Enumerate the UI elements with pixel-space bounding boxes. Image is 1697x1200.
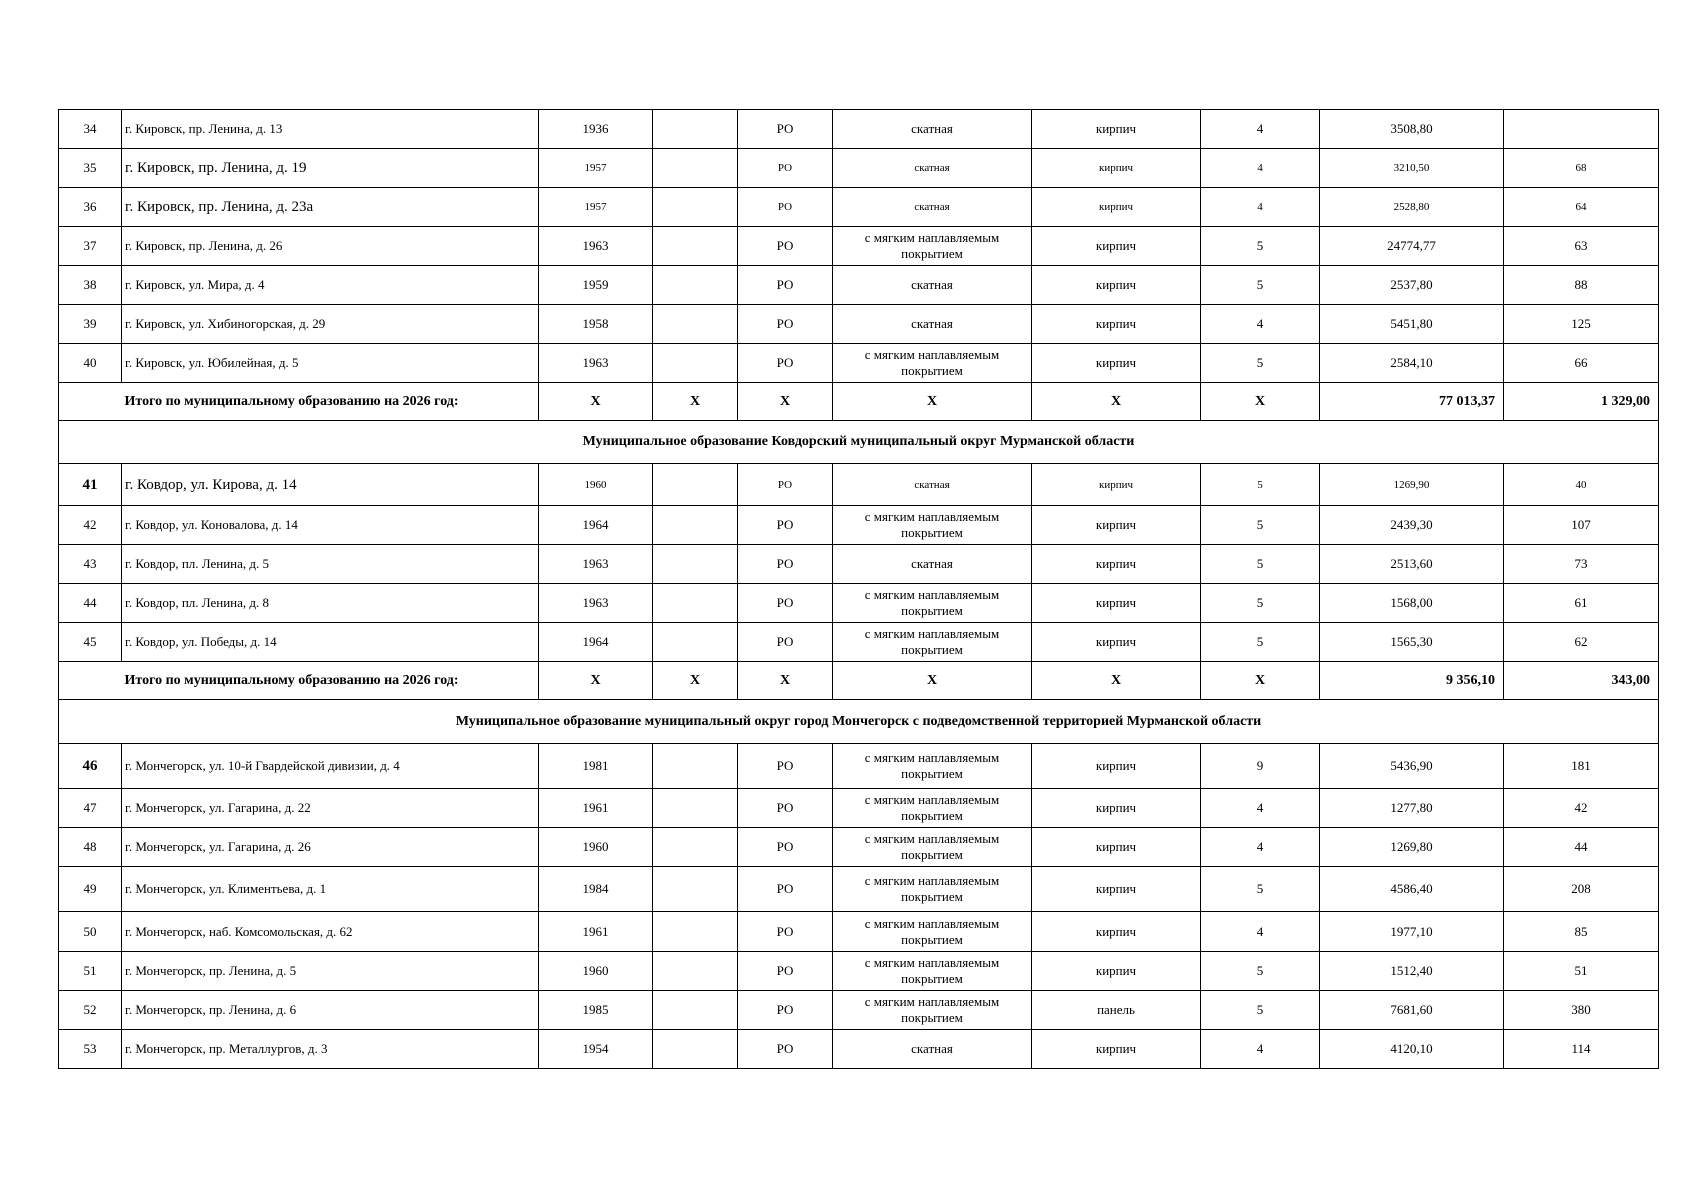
floors-cell: 5 [1201,227,1320,266]
roof-cell: с мягким наплавляемым покрытием [833,867,1032,912]
roof-cell: с мягким наплавляемым покрытием [833,344,1032,383]
year-cell: 1960 [539,952,653,991]
row-number: 40 [59,344,122,383]
roof-cell: скатная [833,266,1032,305]
table-row [59,623,1659,662]
year-cell: 1961 [539,789,653,828]
area-cell: 1277,80 [1320,789,1504,828]
total-count: 1 329,00 [1504,383,1659,421]
total-x-mark: Х [833,383,1032,421]
blank-cell [653,828,738,867]
material-cell: кирпич [1032,227,1201,266]
area-cell: 1568,00 [1320,584,1504,623]
floors-cell: 5 [1201,867,1320,912]
year-cell: 1963 [539,545,653,584]
row-number: 43 [59,545,122,584]
floors-cell: 4 [1201,789,1320,828]
table-row [59,828,1659,867]
total-x-mark: Х [653,662,738,700]
roof-cell: скатная [833,110,1032,149]
row-number: 48 [59,828,122,867]
material-cell: кирпич [1032,1030,1201,1069]
blank-cell [653,464,738,506]
count-cell: 380 [1504,991,1659,1030]
area-cell: 4120,10 [1320,1030,1504,1069]
total-x-mark: Х [738,662,833,700]
material-cell: кирпич [1032,789,1201,828]
address-cell: г. Ковдор, ул. Кирова, д. 14 [122,464,539,506]
total-row [59,383,1659,421]
total-area: 9 356,10 [1320,662,1504,700]
material-cell: кирпич [1032,952,1201,991]
area-cell: 2537,80 [1320,266,1504,305]
material-cell: панель [1032,991,1201,1030]
material-cell: кирпич [1032,584,1201,623]
blank-cell [653,227,738,266]
floors-cell: 5 [1201,623,1320,662]
table-row [59,912,1659,952]
year-cell: 1936 [539,110,653,149]
area-cell: 3508,80 [1320,110,1504,149]
count-cell: 107 [1504,506,1659,545]
blank-cell [653,266,738,305]
count-cell: 64 [1504,188,1659,227]
roof-cell: скатная [833,545,1032,584]
address-cell: г. Кировск, пр. Ленина, д. 19 [122,149,539,188]
year-cell: 1957 [539,149,653,188]
section-heading-row [59,700,1659,744]
address-cell: г. Мончегорск, пр. Ленина, д. 6 [122,991,539,1030]
table-row [59,464,1659,506]
count-cell: 63 [1504,227,1659,266]
type-cell: РО [738,149,833,188]
total-row [59,662,1659,700]
year-cell: 1957 [539,188,653,227]
material-cell: кирпич [1032,623,1201,662]
address-cell: г. Кировск, ул. Юбилейная, д. 5 [122,344,539,383]
blank-cell [653,506,738,545]
address-cell: г. Мончегорск, пр. Металлургов, д. 3 [122,1030,539,1069]
total-label: Итого по муниципальному образованию на 2026 год: [122,662,539,700]
area-cell: 5436,90 [1320,744,1504,789]
address-cell: г. Мончегорск, ул. Гагарина, д. 22 [122,789,539,828]
area-cell: 3210,50 [1320,149,1504,188]
row-number: 47 [59,789,122,828]
roof-cell: скатная [833,1030,1032,1069]
row-number: 45 [59,623,122,662]
blank-cell [653,149,738,188]
count-cell: 40 [1504,464,1659,506]
table-row [59,188,1659,227]
type-cell: РО [738,305,833,344]
count-cell: 73 [1504,545,1659,584]
row-number: 46 [59,744,122,789]
material-cell: кирпич [1032,545,1201,584]
table-row [59,227,1659,266]
total-x-mark: Х [1032,662,1201,700]
table-row [59,545,1659,584]
blank-cell [653,188,738,227]
floors-cell: 4 [1201,1030,1320,1069]
table-row [59,266,1659,305]
roof-cell: с мягким наплавляемым покрытием [833,744,1032,789]
area-cell: 1565,30 [1320,623,1504,662]
row-number: 49 [59,867,122,912]
table-row [59,991,1659,1030]
blank-cell [653,991,738,1030]
blank-cell [653,867,738,912]
type-cell: РО [738,1030,833,1069]
roof-cell: скатная [833,464,1032,506]
address-cell: г. Кировск, пр. Ленина, д. 23а [122,188,539,227]
year-cell: 1960 [539,464,653,506]
table-row [59,867,1659,912]
address-cell: г. Мончегорск, ул. 10-й Гвардейской дивизии, д. 4 [122,744,539,789]
roof-cell: с мягким наплавляемым покрытием [833,584,1032,623]
table-row [59,149,1659,188]
table-row [59,110,1659,149]
floors-cell: 5 [1201,344,1320,383]
material-cell: кирпич [1032,464,1201,506]
type-cell: РО [738,110,833,149]
roof-cell: с мягким наплавляемым покрытием [833,227,1032,266]
count-cell: 62 [1504,623,1659,662]
blank-cell [653,912,738,952]
floors-cell: 5 [1201,584,1320,623]
area-cell: 2439,30 [1320,506,1504,545]
year-cell: 1961 [539,912,653,952]
material-cell: кирпич [1032,266,1201,305]
table-row [59,506,1659,545]
area-cell: 24774,77 [1320,227,1504,266]
address-cell: г. Кировск, пр. Ленина, д. 13 [122,110,539,149]
address-cell: г. Кировск, ул. Мира, д. 4 [122,266,539,305]
area-cell: 1977,10 [1320,912,1504,952]
year-cell: 1963 [539,584,653,623]
row-number: 41 [59,464,122,506]
section-heading: Муниципальное образование муниципальный округ город Мончегорск с подведомственной территорией Мурманской области [59,700,1659,744]
address-cell: г. Ковдор, ул. Коновалова, д. 14 [122,506,539,545]
year-cell: 1959 [539,266,653,305]
total-x-mark: Х [1032,383,1201,421]
year-cell: 1960 [539,828,653,867]
total-x-mark: Х [833,662,1032,700]
type-cell: РО [738,266,833,305]
total-x-mark: Х [539,662,653,700]
total-area: 77 013,37 [1320,383,1504,421]
floors-cell: 5 [1201,952,1320,991]
floors-cell: 5 [1201,991,1320,1030]
type-cell: РО [738,789,833,828]
total-spacer [59,383,122,421]
total-x-mark: Х [1201,383,1320,421]
floors-cell: 5 [1201,464,1320,506]
roof-cell: с мягким наплавляемым покрытием [833,991,1032,1030]
year-cell: 1963 [539,344,653,383]
section-heading: Муниципальное образование Ковдорский муниципальный округ Мурманской области [59,421,1659,464]
table-row [59,1030,1659,1069]
area-cell: 4586,40 [1320,867,1504,912]
table-row [59,789,1659,828]
type-cell: РО [738,952,833,991]
count-cell: 66 [1504,344,1659,383]
address-cell: г. Ковдор, пл. Ленина, д. 5 [122,545,539,584]
area-cell: 1269,80 [1320,828,1504,867]
count-cell: 42 [1504,789,1659,828]
material-cell: кирпич [1032,828,1201,867]
count-cell: 125 [1504,305,1659,344]
floors-cell: 5 [1201,545,1320,584]
area-cell: 2528,80 [1320,188,1504,227]
material-cell: кирпич [1032,188,1201,227]
floors-cell: 4 [1201,188,1320,227]
year-cell: 1963 [539,227,653,266]
year-cell: 1958 [539,305,653,344]
floors-cell: 4 [1201,912,1320,952]
type-cell: РО [738,912,833,952]
roof-cell: скатная [833,188,1032,227]
blank-cell [653,110,738,149]
count-cell: 68 [1504,149,1659,188]
row-number: 52 [59,991,122,1030]
row-number: 42 [59,506,122,545]
blank-cell [653,584,738,623]
area-cell: 7681,60 [1320,991,1504,1030]
count-cell [1504,110,1659,149]
roof-cell: с мягким наплавляемым покрытием [833,828,1032,867]
roof-cell: с мягким наплавляемым покрытием [833,506,1032,545]
count-cell: 181 [1504,744,1659,789]
row-number: 37 [59,227,122,266]
roof-cell: с мягким наплавляемым покрытием [833,952,1032,991]
type-cell: РО [738,464,833,506]
total-x-mark: Х [738,383,833,421]
count-cell: 114 [1504,1030,1659,1069]
row-number: 51 [59,952,122,991]
material-cell: кирпич [1032,149,1201,188]
material-cell: кирпич [1032,506,1201,545]
roof-cell: скатная [833,149,1032,188]
type-cell: РО [738,867,833,912]
address-cell: г. Кировск, пр. Ленина, д. 26 [122,227,539,266]
row-number: 36 [59,188,122,227]
material-cell: кирпич [1032,305,1201,344]
year-cell: 1964 [539,623,653,662]
count-cell: 88 [1504,266,1659,305]
count-cell: 44 [1504,828,1659,867]
type-cell: РО [738,828,833,867]
blank-cell [653,545,738,584]
year-cell: 1954 [539,1030,653,1069]
blank-cell [653,1030,738,1069]
year-cell: 1984 [539,867,653,912]
blank-cell [653,305,738,344]
blank-cell [653,952,738,991]
address-cell: г. Мончегорск, пр. Ленина, д. 5 [122,952,539,991]
blank-cell [653,344,738,383]
area-cell: 2584,10 [1320,344,1504,383]
address-cell: г. Ковдор, ул. Победы, д. 14 [122,623,539,662]
table-row [59,344,1659,383]
blank-cell [653,623,738,662]
row-number: 53 [59,1030,122,1069]
type-cell: РО [738,227,833,266]
row-number: 34 [59,110,122,149]
year-cell: 1981 [539,744,653,789]
address-cell: г. Мончегорск, ул. Климентьева, д. 1 [122,867,539,912]
total-count: 343,00 [1504,662,1659,700]
type-cell: РО [738,545,833,584]
floors-cell: 4 [1201,149,1320,188]
type-cell: РО [738,744,833,789]
table-row [59,952,1659,991]
type-cell: РО [738,991,833,1030]
material-cell: кирпич [1032,110,1201,149]
table-body [59,110,1659,1069]
floors-cell: 9 [1201,744,1320,789]
material-cell: кирпич [1032,744,1201,789]
total-x-mark: Х [653,383,738,421]
row-number: 35 [59,149,122,188]
address-cell: г. Мончегорск, наб. Комсомольская, д. 62 [122,912,539,952]
year-cell: 1985 [539,991,653,1030]
table-row [59,744,1659,789]
material-cell: кирпич [1032,867,1201,912]
count-cell: 85 [1504,912,1659,952]
type-cell: РО [738,623,833,662]
row-number: 44 [59,584,122,623]
floors-cell: 5 [1201,506,1320,545]
total-x-mark: Х [539,383,653,421]
table-row [59,305,1659,344]
row-number: 38 [59,266,122,305]
total-x-mark: Х [1201,662,1320,700]
type-cell: РО [738,188,833,227]
count-cell: 208 [1504,867,1659,912]
type-cell: РО [738,344,833,383]
address-cell: г. Мончегорск, ул. Гагарина, д. 26 [122,828,539,867]
roof-cell: скатная [833,305,1032,344]
area-cell: 2513,60 [1320,545,1504,584]
blank-cell [653,789,738,828]
floors-cell: 4 [1201,110,1320,149]
count-cell: 61 [1504,584,1659,623]
address-cell: г. Кировск, ул. Хибиногорская, д. 29 [122,305,539,344]
floors-cell: 5 [1201,266,1320,305]
row-number: 50 [59,912,122,952]
type-cell: РО [738,584,833,623]
section-heading-row [59,421,1659,464]
material-cell: кирпич [1032,344,1201,383]
floors-cell: 4 [1201,828,1320,867]
floors-cell: 4 [1201,305,1320,344]
address-cell: г. Ковдор, пл. Ленина, д. 8 [122,584,539,623]
total-label: Итого по муниципальному образованию на 2026 год: [122,383,539,421]
table-row [59,584,1659,623]
total-spacer [59,662,122,700]
area-cell: 1269,90 [1320,464,1504,506]
roof-cell: с мягким наплавляемым покрытием [833,623,1032,662]
housing-table [58,109,1659,1069]
year-cell: 1964 [539,506,653,545]
count-cell: 51 [1504,952,1659,991]
roof-cell: с мягким наплавляемым покрытием [833,912,1032,952]
type-cell: РО [738,506,833,545]
row-number: 39 [59,305,122,344]
area-cell: 1512,40 [1320,952,1504,991]
area-cell: 5451,80 [1320,305,1504,344]
roof-cell: с мягким наплавляемым покрытием [833,789,1032,828]
material-cell: кирпич [1032,912,1201,952]
blank-cell [653,744,738,789]
